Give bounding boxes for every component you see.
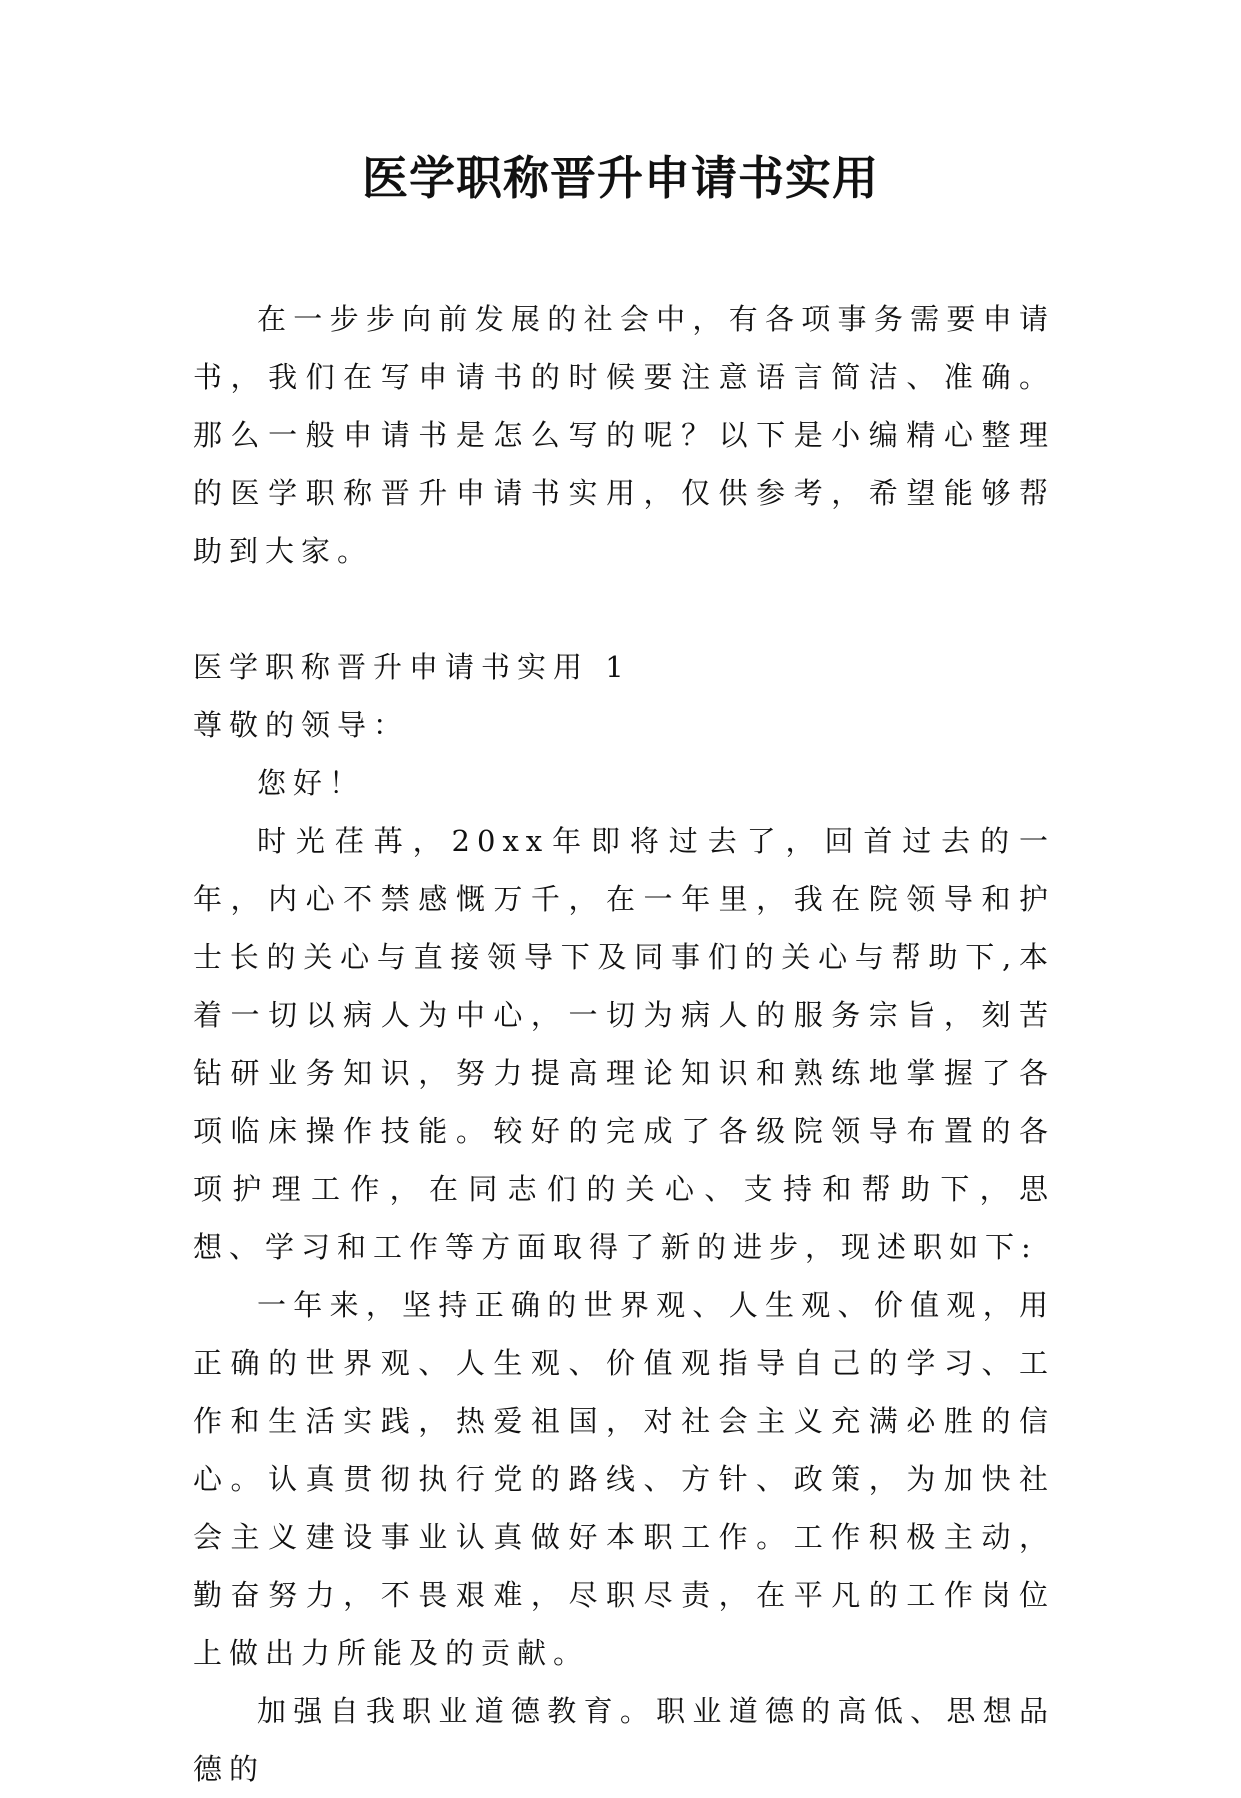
section-heading: 医学职称晋升申请书实用 1 [193, 650, 631, 684]
body-paragraph: 加强自我职业道德教育。职业道德的高低、思想品德的 [193, 1694, 1055, 1786]
intro-paragraph: 在一步步向前发展的社会中，有各项事务需要申请书，我们在写申请书的时候要注意语言简洁、准确。那么一般申请书是怎么写的呢？以下是小编精心整理的医学职称晋升申请书实用，仅供参考，希望能够帮助到大家。 [193, 302, 1055, 568]
paragraph-spacer [193, 580, 1055, 638]
salutation: 尊敬的领导： [193, 708, 410, 742]
greeting: 您好！ [257, 766, 366, 800]
document-body [193, 290, 1055, 1798]
body-paragraph: 一年来，坚持正确的世界观、人生观、价值观，用正确的世界观、人生观、价值观指导自己的学习、工作和生活实践，热爱祖国，对社会主义充满必胜的信心。认真贯彻执行党的路线、方针、政策，为加快社会主义建设事业认真做好本职工作。工作积极主动，勤奋努力，不畏艰难，尽职尽责，在平凡的工作岗位上做出力所能及的贡献。 [193, 1288, 1055, 1670]
document-title: 医学职称晋升申请书实用 [362, 151, 879, 205]
body-paragraph: 时光荏苒，20xx年即将过去了，回首过去的一年，内心不禁感慨万千，在一年里，我在院领导和护士长的关心与直接领导下及同事们的关心与帮助下,本着一切以病人为中心，一切为病人的服务宗旨，刻苦钻研业务知识，努力提高理论知识和熟练地掌握了各项临床操作技能。较好的完成了各级院领导布置的各项护理工作，在同志们的关心、支持和帮助下，思想、学习和工作等方面取得了新的进步，现述职如下: [193, 824, 1055, 1264]
